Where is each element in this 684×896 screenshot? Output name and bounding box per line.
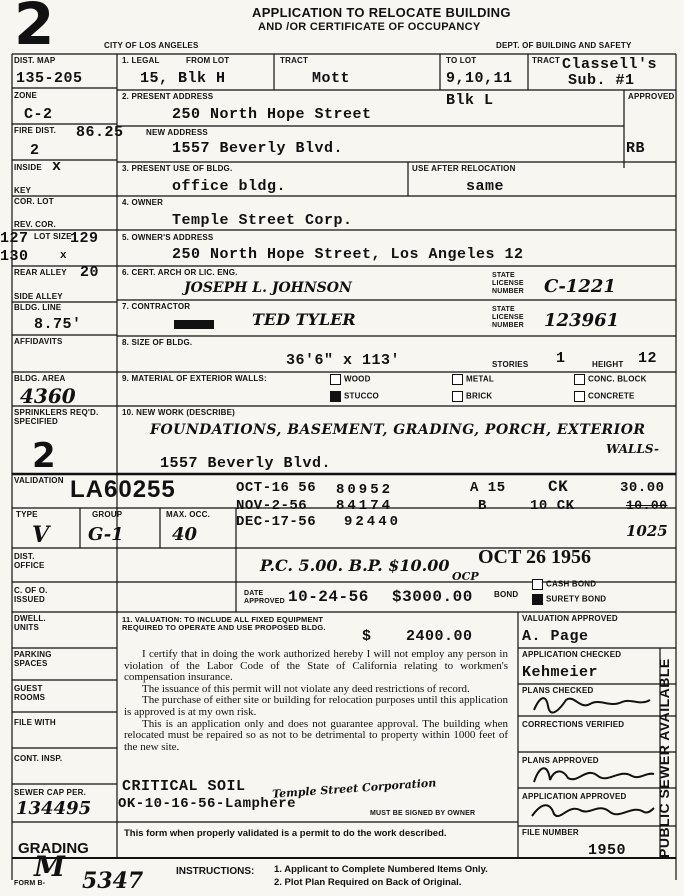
type-label: TYPE [16,510,38,519]
form-title-line1: APPLICATION TO RELOCATE BUILDING [252,5,511,20]
stucco-checkbox[interactable] [330,391,341,402]
owner-label: 4. OWNER [122,198,164,207]
tract-value: Mott [312,70,351,87]
validation-code-2: B [478,498,487,514]
validation-date-3: DEC-17-56 [236,514,317,530]
cert-arch-label: 6. CERT. ARCH OR LIC. ENG. [122,268,238,277]
certification-text [124,649,508,753]
valuation-approved-value: A. Page [522,628,589,645]
bldg-line-label: BLDG. LINE [14,303,62,312]
validation-ck-2: 10 CK [530,498,575,514]
new-address-label: NEW ADDRESS [146,128,208,137]
validation-code-1: A 15 [470,480,506,496]
cash-bond-label: CASH BOND [546,579,597,589]
validation-num-2: 84174 [336,498,394,514]
ok-line: OK-10-16-56-Lamphere [118,796,297,812]
wood-label: WOOD [344,374,371,384]
size-of-bldg-label: 8. SIZE OF BLDG. [122,338,193,347]
wood-checkbox[interactable] [330,374,341,385]
new-work-value: FOUNDATIONS, BASEMENT, GRADING, PORCH, EXTERIOR [150,422,646,438]
approved-initials: RB [626,140,646,157]
zone-value: C-2 [24,106,53,123]
new-work-address: 1557 Beverly Blvd. [160,455,332,472]
plans-checked-signature [530,692,654,716]
lot-size-label: LOT SIZE [34,232,72,241]
contractor-license-label: STATE LICENSE NUMBER [492,306,524,329]
conc-block-checkbox[interactable] [574,374,585,385]
must-be-signed-label: MUST BE SIGNED BY OWNER [370,810,476,817]
lot-size-b: 129 [70,230,99,247]
certification-para-2: The issuance of this permit will not violate any deed restrictions of record. [142,682,470,695]
validation-label: VALIDATION [14,476,64,485]
concrete-checkbox[interactable] [574,391,585,402]
from-lot-value: 15, Blk H [140,70,226,87]
sewer-cap-value: 134495 [16,798,92,819]
use-after-label: USE AFTER RELOCATION [412,164,516,173]
date-approved-value: 10-24-56 [288,588,369,606]
present-use-value: office bldg. [172,178,287,195]
date-approved-label: DATE APPROVED [244,590,285,605]
bond-label: BOND [494,590,519,599]
fire-dist-value: 86.25 [76,124,124,141]
instructions-line1: 1. Applicant to Complete Numbered Items Only. [274,864,488,875]
owner-value: Temple Street Corp. [172,212,353,229]
corner-mark: 2 [14,0,55,58]
validation-num-1: 80952 [336,482,394,498]
plans-approved-signature [528,762,656,788]
critical-soil: CRITICAL SOIL [122,778,246,795]
metal-checkbox[interactable] [452,374,463,385]
material-wood [330,374,371,385]
to-lot-value: 9,10,11 [446,70,513,87]
material-brick [452,391,492,402]
bond-amount-value: $3000.00 [392,588,473,606]
form-title-line2: AND /OR CERTIFICATE OF OCCUPANCY [258,21,481,33]
dist-map-label: DIST. MAP [14,56,56,65]
plans-checked-label: PLANS CHECKED [522,686,594,695]
legal-label: 1. LEGAL [122,56,160,65]
surety-bond-checkbox[interactable] [532,594,543,605]
rear-alley-label: REAR ALLEY [14,268,67,277]
stamp-date: OCT 26 1956 [478,546,591,568]
lot-size-a: 127 [0,230,29,247]
tract2-label: TRACT [532,56,561,65]
height-label: HEIGHT [592,360,624,369]
fire-dist-value-2: 2 [30,142,40,159]
to-lot-label: TO LOT [446,56,477,65]
material-conc-block [574,374,647,385]
height-value: 12 [638,350,658,367]
application-approved-label: APPLICATION APPROVED [522,792,627,801]
cash-bond-checkbox[interactable] [532,579,543,590]
validation-date-2: NOV-2-56 [236,498,308,514]
group-value: G-1 [88,524,124,545]
bldg-area-value: 4360 [20,384,76,408]
block-value: Blk L [446,92,494,109]
material-concrete [574,391,635,402]
rev-cor-label: REV. COR. [14,220,56,229]
group-label: GROUP [92,510,123,519]
cash-bond [532,579,596,590]
application-checked-value: Kehmeier [522,664,599,681]
valuation-value: 2400.00 [406,628,473,645]
new-work-label: 10. NEW WORK (DESCRIBE) [122,408,236,417]
file-number-value: 1950 [588,842,627,859]
valuation-dollar: $ [362,628,372,645]
inside-label: INSIDE [14,163,42,172]
present-address-value: 250 North Hope Street [172,106,372,123]
affidavits-label: AFFIDAVITS [14,337,63,346]
dist-office-label: DIST. OFFICE [14,552,45,570]
validation-amount-2: 10.00 [626,498,668,513]
corrections-verified-label: CORRECTIONS VERIFIED [522,720,625,729]
validation-number: LA60255 [70,476,176,503]
contractor-value: TED TYLER [252,310,356,329]
sprinklers-label: SPRINKLERS REQ'D. SPECIFIED [14,408,99,426]
stories-value: 1 [556,350,566,367]
sewer-cap-label: SEWER CAP PER. [14,788,86,797]
file-number-label: FILE NUMBER [522,828,579,837]
arch-license-value: C-1221 [544,276,616,297]
concrete-label: CONCRETE [588,391,635,401]
zone-label: ZONE [14,91,38,100]
cor-lot-label: COR. LOT [14,197,54,206]
fire-dist-label: FIRE DIST. [14,126,57,135]
validation-date-1: OCT-16 56 [236,480,317,496]
validation-num-3: 92440 [344,514,402,530]
validated-note: This form when properly validated is a permit to do the work described. [124,828,447,839]
redaction-mark [174,320,214,329]
owner-signature: Temple Street Corporation [271,776,437,801]
brick-label: BRICK [466,391,493,401]
dwell-units-label: DWELL. UNITS [14,614,46,632]
arch-license-label: STATE LICENSE NUMBER [492,272,524,295]
grading-mark: M [34,850,65,883]
instructions-line2: 2. Plot Plan Required on Back of Original. [274,877,462,888]
form-number-value: 5347 [82,868,144,894]
application-approved-signature [528,798,656,824]
valuation-approved-label: VALUATION APPROVED [522,614,618,623]
material-metal [452,374,494,385]
new-work-value-2: WALLS- [606,442,659,456]
contractor-label: 7. CONTRACTOR [122,302,191,311]
key-label: KEY [14,186,32,195]
instructions-label: INSTRUCTIONS: [176,866,255,877]
dept-label: DEPT. OF BUILDING AND SAFETY [496,41,632,50]
city-label: CITY OF LOS ANGELES [104,41,199,50]
sprinkler-number: 2 [32,436,56,476]
metal-label: METAL [466,374,494,384]
new-address-value: 1557 Beverly Blvd. [172,140,344,157]
grading-label: GRADING [18,840,89,857]
file-with-label: FILE WITH [14,718,56,727]
surety-bond [532,594,606,605]
stucco-label: STUCCO [344,391,379,401]
brick-checkbox[interactable] [452,391,463,402]
application-checked-label: APPLICATION CHECKED [522,650,622,659]
present-address-label: 2. PRESENT ADDRESS [122,92,214,101]
public-sewer-stamp: PUBLIC SEWER AVAILABLE [656,658,672,858]
form-number-label: FORM B- [14,880,46,887]
stories-label: STORIES [492,360,529,369]
material-label: 9. MATERIAL OF EXTERIOR WALLS: [122,374,267,383]
present-use-label: 3. PRESENT USE OF BLDG. [122,164,233,173]
lot-size-x: x [60,250,68,262]
approved-label: APPROVED [628,92,675,101]
lot-size-c: 130 [0,248,29,265]
validation-ck-1: CK [548,478,569,496]
type-value: V [32,522,50,548]
plans-approved-label: PLANS APPROVED [522,756,599,765]
cont-insp-label: CONT. INSP. [14,754,63,763]
surety-bond-label: SURETY BOND [546,594,607,604]
dist-office-value: P.C. 5.00. B.P. $10.00 [260,556,450,575]
owners-address-value: 250 North Hope Street, Los Angeles 12 [172,246,524,263]
size-of-bldg-value: 36'6" x 113' [286,352,401,369]
guest-rooms-label: GUEST ROOMS [14,684,46,702]
parking-label: PARKING SPACES [14,650,52,668]
use-after-value: same [466,178,505,195]
inside-mark: x [52,158,62,175]
bldg-area-label: BLDG. AREA [14,374,66,383]
tract2-value-line1: Classell's [562,56,658,73]
max-occ-value: 40 [172,524,198,545]
owners-address-label: 5. OWNER'S ADDRESS [122,233,214,242]
conc-block-label: CONC. BLOCK [588,374,647,384]
certification-para-4: This is an application only and does not guarantee approval. The building when relocated must be repaired so as not to be detrimental to property within 1000 feet of the new site. [124,717,508,753]
ocp-mark: OCP [452,570,479,583]
tract-label: TRACT [280,56,309,65]
dist-map-value: 135-205 [16,70,83,87]
validation-note: 1025 [626,522,668,540]
certification-para-1: I certify that in doing the work authorized hereby I will not employ any person in violation of the Labor Code of the State of California relating to workmen's compensation insurance. [124,648,508,684]
c-of-o-label: C. OF O. ISSUED [14,586,48,604]
from-lot-label: FROM LOT [186,56,230,65]
side-alley-label: SIDE ALLEY [14,292,63,301]
rear-alley-value: 20 [80,264,100,281]
contractor-license-value: 123961 [544,310,620,331]
validation-amount-1: 30.00 [620,480,665,496]
cert-arch-value: JOSEPH L. JOHNSON [184,280,352,296]
max-occ-label: MAX. OCC. [166,510,211,519]
bldg-line-value: 8.75' [34,316,82,333]
tract2-value-line2: Sub. #1 [568,72,635,89]
material-stucco [330,391,379,402]
valuation-label: 11. VALUATION: TO INCLUDE ALL FIXED EQUIPMENT REQUIRED TO OPERATE AND USE PROPOSED BLDG. [122,615,326,632]
certification-para-3: The purchase of either site or building for relocation purposes until this application is approved is at my own risk. [124,694,508,718]
